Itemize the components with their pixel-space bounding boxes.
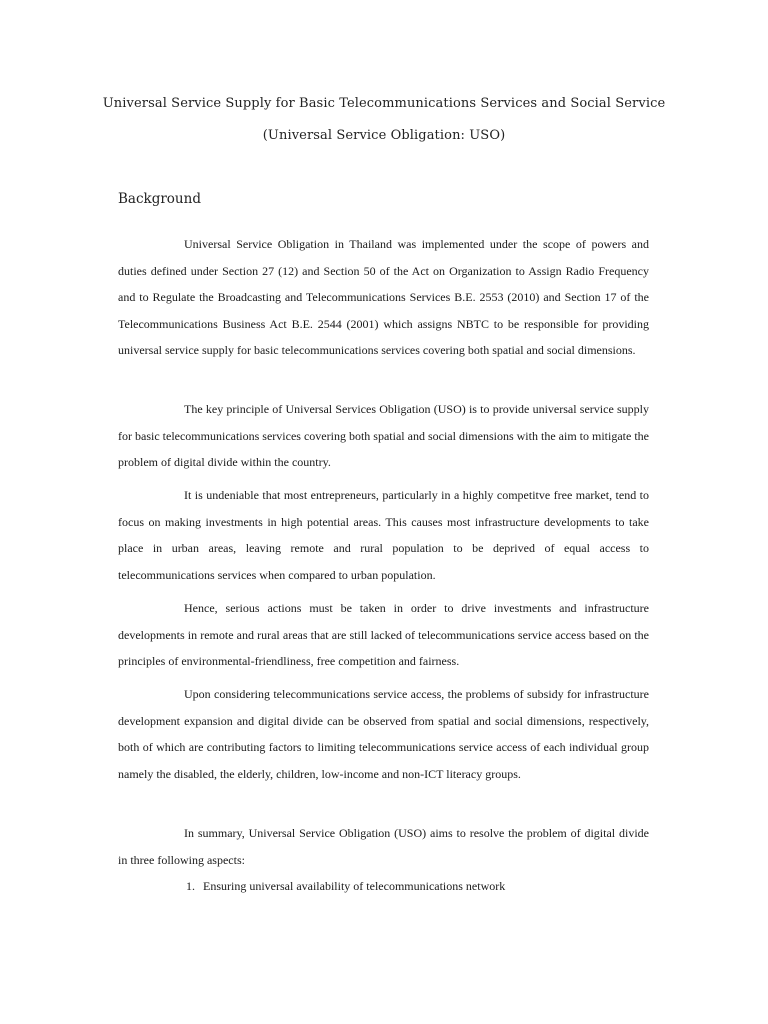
paragraph: In summary, Universal Service Obligation (USO) aims to resolve the problem of digital divide in three following aspects: <box>118 826 649 867</box>
list-item <box>186 873 505 900</box>
paragraph: It is undeniable that most entrepreneurs, particularly in a highly competitve free market, tend to focus on making investments in high potential areas. This causes most infrastructure developments to take place in urban areas, leaving remote and rural population to be deprived of equal access to telecommunications services when compared to urban population. <box>118 488 649 582</box>
document-subtitle: (Universal Service Obligation: USO) <box>262 128 506 143</box>
numbered-list <box>186 873 505 900</box>
section-heading: Background <box>118 191 201 207</box>
list-item-number: 1. <box>186 879 195 893</box>
list-item-text: Ensuring universal availability of telecommunications network <box>203 879 506 893</box>
paragraph: Upon considering telecommunications service access, the problems of subsidy for infrastructure development expansion and digital divide can be observed from spatial and social dimensions, respectively, both of which are contributing factors to limiting telecommunications service access of each individual group namely the disabled, the elderly, children, low-income and non-ICT literacy groups. <box>118 687 649 781</box>
document-title: Universal Service Supply for Basic Telecommunications Services and Social Service <box>102 96 666 111</box>
paragraph: Hence, serious actions must be taken in order to drive investments and infrastructure developments in remote and rural areas that are still lacked of telecommunications service access based on the principles of environmental-friendliness, free competition and fairness. <box>118 601 649 668</box>
paragraph: Universal Service Obligation in Thailand was implemented under the scope of powers and duties defined under Section 27 (12) and Section 50 of the Act on Organization to Assign Radio Frequency and to Regulate the Broadcasting and Telecommunications Services B.E. 2553 (2010) and Section 17 of the Telecommunications Business Act B.E. 2544 (2001) which assigns NBTC to be responsible for providing universal service supply for basic telecommunications services covering both spatial and social dimensions. <box>118 237 649 357</box>
paragraph: The key principle of Universal Services Obligation (USO) is to provide universal service supply for basic telecommunications services covering both spatial and social dimensions with the aim to mitigate the problem of digital divide within the country. <box>118 402 649 469</box>
